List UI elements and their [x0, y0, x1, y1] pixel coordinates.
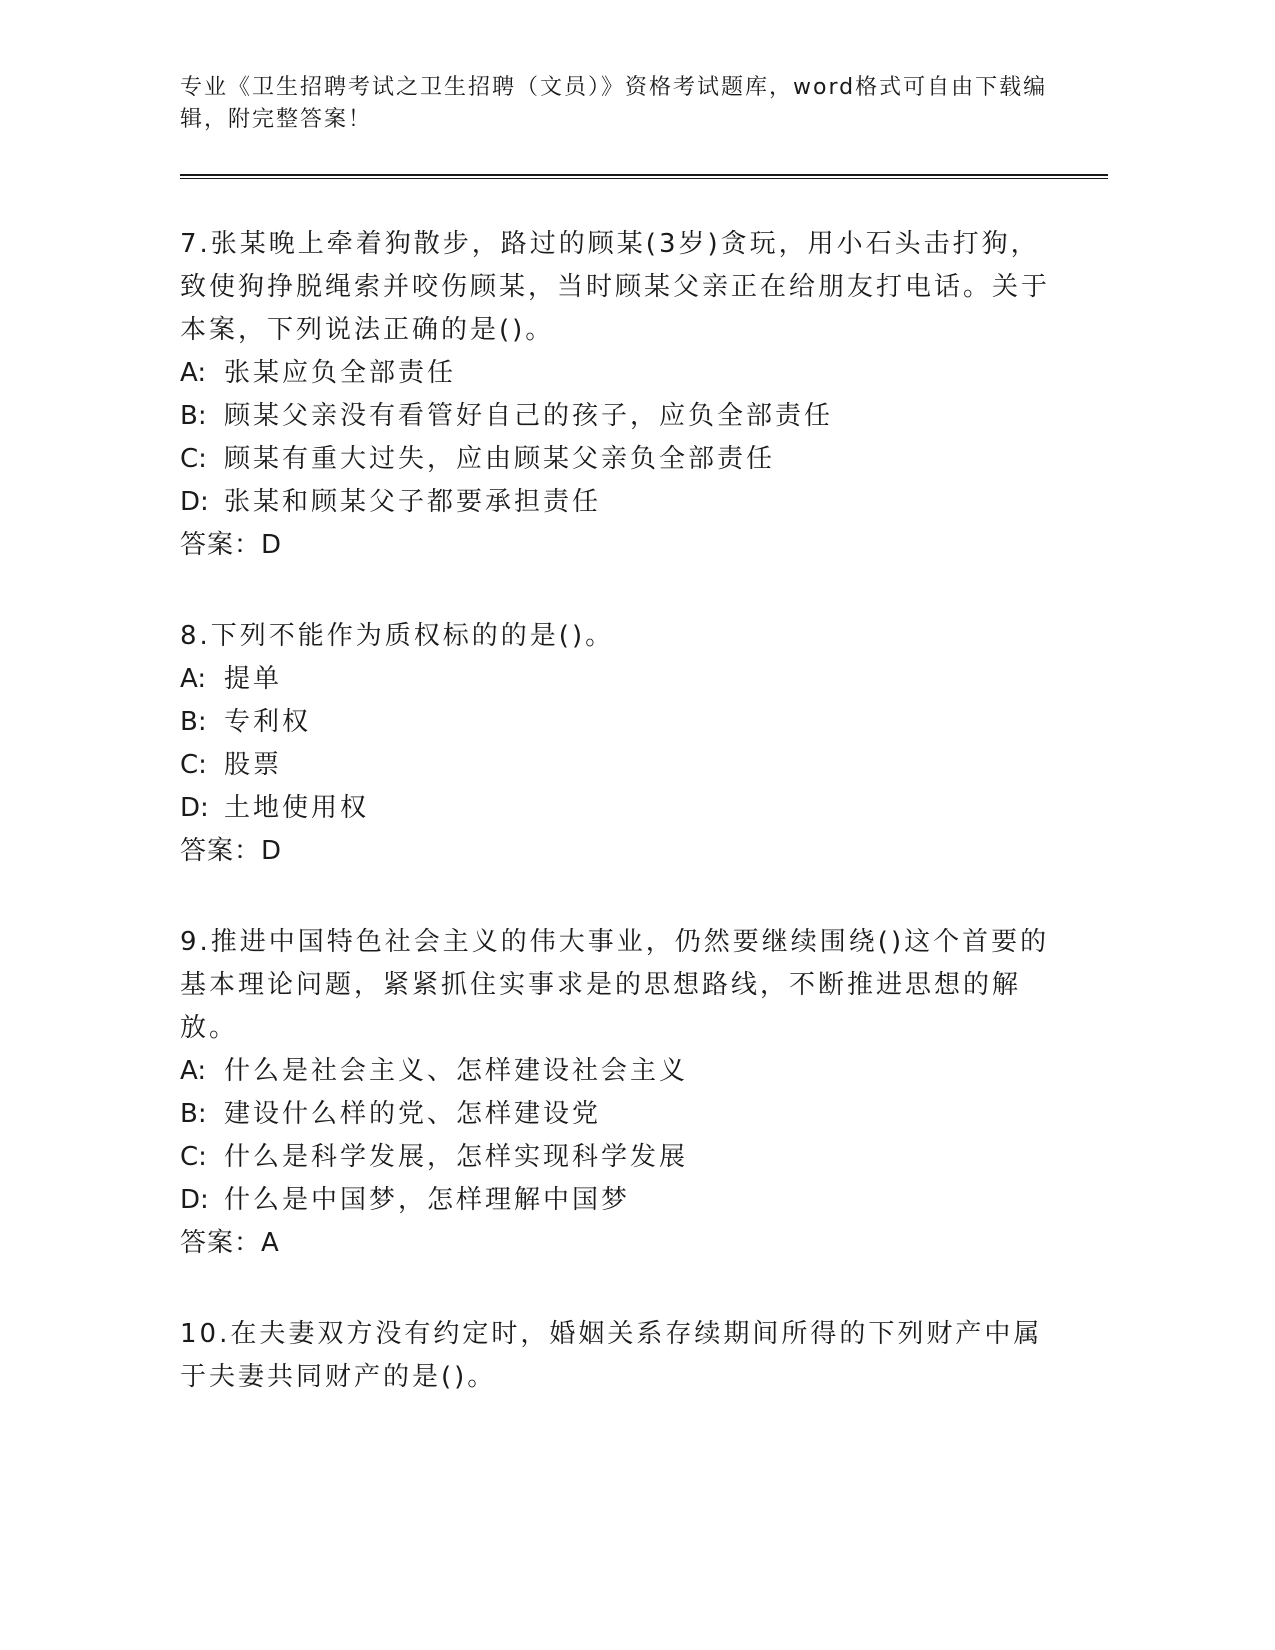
- option-text: 顾某有重大过失，应由顾某父亲负全部责任: [224, 444, 776, 474]
- option-text: 建设什么样的党、怎样建设党: [224, 1099, 602, 1129]
- question-stem: 8.下列不能作为质权标的的是()。: [180, 621, 615, 651]
- option-letter: A:: [180, 1056, 207, 1086]
- option-letter: C:: [180, 444, 207, 474]
- option-letter: D:: [180, 793, 209, 823]
- answer-line: 答案：D: [180, 530, 283, 560]
- option-letter: C:: [180, 750, 207, 780]
- option-a: [180, 352, 1060, 395]
- document-header: 专业《卫生招聘考试之卫生招聘（文员）》资格考试题库，word格式可自由下载编辑，附完整答案！: [180, 75, 1048, 132]
- option-text: 张某和顾某父子都要承担责任: [224, 487, 602, 517]
- option-letter: D:: [180, 487, 209, 517]
- option-d: [180, 481, 1060, 524]
- option-a: [180, 1050, 1060, 1093]
- question-stem: 7.张某晚上牵着狗散步，路过的顾某(3岁)贪玩，用小石头击打狗，致使狗挣脱绳索并咬伤顾某，当时顾某父亲正在给朋友打电话。关于本案，下列说法正确的是()。: [180, 229, 1051, 345]
- option-text: 专利权: [224, 707, 312, 737]
- question-stem: 10.在夫妻双方没有约定时，婚姻关系存续期间所得的下列财产中属于夫妻共同财产的是()。: [180, 1319, 1043, 1392]
- option-c: [180, 1136, 1060, 1179]
- header-divider: [180, 174, 1108, 179]
- option-c: [180, 744, 1060, 787]
- question-stem: 9.推进中国特色社会主义的伟大事业，仍然要继续围绕()这个首要的基本理论问题，紧紧抓住实事求是的思想路线，不断推进思想的解放。: [180, 927, 1050, 1043]
- option-d: [180, 787, 1060, 830]
- option-letter: D:: [180, 1185, 209, 1215]
- option-letter: A:: [180, 358, 207, 388]
- option-text: 股票: [224, 750, 283, 780]
- option-c: [180, 438, 1060, 481]
- option-d: [180, 1179, 1060, 1222]
- option-letter: B:: [180, 1099, 207, 1129]
- question-7: [180, 223, 1060, 567]
- option-text: 提单: [224, 664, 283, 694]
- option-a: [180, 658, 1060, 701]
- answer-line: 答案：D: [180, 836, 283, 866]
- option-text: 什么是中国梦，怎样理解中国梦: [224, 1185, 631, 1215]
- option-text: 土地使用权: [224, 793, 370, 823]
- option-text: 什么是社会主义、怎样建设社会主义: [224, 1056, 689, 1086]
- question-10: [180, 1313, 1060, 1399]
- option-text: 张某应负全部责任: [224, 358, 457, 388]
- option-letter: B:: [180, 401, 207, 431]
- option-text: 顾某父亲没有看管好自己的孩子，应负全部责任: [224, 401, 834, 431]
- answer-line: 答案：A: [180, 1228, 280, 1258]
- option-b: [180, 1093, 1060, 1136]
- option-letter: C:: [180, 1142, 207, 1172]
- option-text: 什么是科学发展，怎样实现科学发展: [224, 1142, 689, 1172]
- option-letter: B:: [180, 707, 207, 737]
- option-b: [180, 701, 1060, 744]
- option-letter: A:: [180, 664, 207, 694]
- question-9: [180, 921, 1060, 1265]
- question-8: [180, 615, 1060, 873]
- option-b: [180, 395, 1060, 438]
